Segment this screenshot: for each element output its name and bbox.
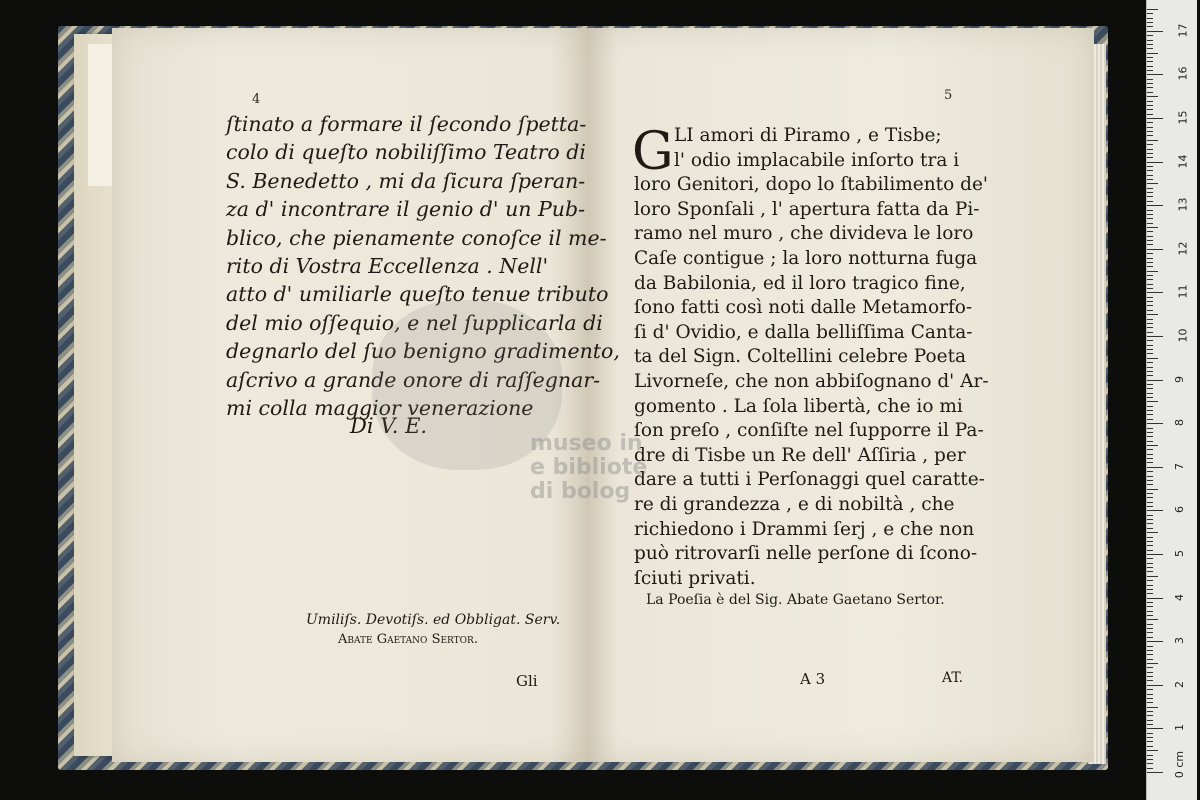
ruler-tick: [1147, 83, 1153, 84]
ruler-tick: [1147, 227, 1158, 228]
ruler-tick: [1147, 624, 1153, 625]
signature-line-2: Abate Gaetano Sertor.: [338, 632, 478, 647]
ruler-tick: [1147, 74, 1163, 75]
ruler-tick: [1147, 244, 1153, 245]
ruler-tick: [1147, 585, 1153, 586]
ruler-tick: [1147, 685, 1163, 686]
ruler-tick: [1147, 310, 1153, 311]
ruler-tick: [1147, 602, 1153, 603]
ruler-tick: [1147, 292, 1163, 293]
ruler-tick: [1147, 223, 1153, 224]
text-line: l' odio implacabile inſorto tra i: [674, 149, 960, 171]
ruler-tick: [1147, 676, 1153, 677]
ruler-tick: [1147, 458, 1153, 459]
ruler-tick: [1147, 380, 1163, 381]
ruler-tick: [1147, 733, 1153, 734]
text-line: dare a tutti i Perſonaggi quel caratte-: [634, 469, 985, 491]
ruler-tick: [1147, 628, 1153, 629]
ruler-tick: [1147, 449, 1153, 450]
ruler-tick: [1147, 763, 1153, 764]
ruler-tick: [1147, 471, 1153, 472]
ruler-tick: [1147, 537, 1153, 538]
ruler-number: 10: [1176, 328, 1190, 343]
ruler-tick: [1147, 637, 1153, 638]
ruler-tick: [1147, 528, 1153, 529]
ruler-tick: [1147, 288, 1153, 289]
ruler-tick: [1147, 619, 1158, 620]
ruler-tick: [1147, 31, 1163, 32]
ruler-tick: [1147, 92, 1153, 93]
text-line: loro Genitori, dopo lo ſtabilimento de': [634, 174, 988, 196]
ruler-tick: [1147, 371, 1153, 372]
ruler-tick: [1147, 162, 1163, 163]
text-line: ramo nel muro , che divideva le loro: [634, 223, 974, 245]
ruler-tick: [1147, 646, 1153, 647]
text-line: gomento . La ſola libertà, che io mi: [634, 395, 963, 417]
ruler-tick: [1147, 87, 1153, 88]
ruler-tick: [1147, 672, 1153, 673]
ruler-number: 5: [1173, 550, 1186, 557]
ruler-tick: [1147, 484, 1153, 485]
text-line: degnarlo del ſuo benigno gradimento,: [226, 339, 620, 364]
right-page-text: [634, 124, 989, 591]
watermark-line: di bolog: [530, 479, 631, 504]
ruler-number: 12: [1176, 241, 1190, 256]
ruler-tick: [1147, 654, 1153, 655]
ruler-tick: [1147, 554, 1163, 555]
ruler-tick: [1147, 258, 1153, 259]
text-line: ſtinato a formare il ſecondo ſpetta-: [226, 112, 587, 136]
ruler-tick: [1147, 493, 1153, 494]
ruler-tick: [1147, 57, 1153, 58]
flyleaf-strip: [88, 44, 114, 186]
right-page-number: 5: [944, 88, 953, 103]
ruler-tick: [1147, 175, 1153, 176]
ruler-tick: [1147, 558, 1153, 559]
ruler-tick: [1147, 319, 1153, 320]
ruler-tick: [1147, 127, 1153, 128]
ruler-tick: [1147, 750, 1158, 751]
ruler-tick: [1147, 35, 1153, 36]
ruler-tick: [1147, 144, 1153, 145]
ruler-tick: [1147, 79, 1153, 80]
ruler-tick: [1147, 419, 1153, 420]
left-page-number: 4: [252, 92, 261, 107]
ruler-tick: [1147, 615, 1153, 616]
ruler-tick: [1147, 397, 1153, 398]
ruler-tick: [1147, 192, 1153, 193]
text-line: atto d' umiliarle queſto tenue tributo: [226, 282, 609, 307]
ruler-tick: [1147, 13, 1153, 14]
ruler-tick: [1147, 188, 1153, 189]
text-line: blico, che pienamente conoſce il me-: [226, 225, 607, 250]
ruler-tick: [1147, 140, 1158, 141]
ruler-tick: [1147, 201, 1153, 202]
ruler-tick: [1147, 589, 1153, 590]
ruler-number: 3: [1173, 637, 1186, 645]
ruler-tick: [1147, 66, 1153, 67]
ruler-tick: [1147, 567, 1153, 568]
right-catchword: AT.: [942, 670, 964, 686]
ruler-number: 15: [1176, 110, 1190, 125]
ruler-tick: [1147, 410, 1153, 411]
ruler-tick: [1147, 340, 1153, 341]
ruler-tick: [1147, 327, 1153, 328]
ruler-tick: [1147, 332, 1153, 333]
ruler-tick: [1147, 480, 1153, 481]
ruler-tick: [1147, 70, 1153, 71]
ruler-tick: [1147, 48, 1153, 49]
text-line: Caſe contigue ; la loro notturna fuga: [634, 247, 978, 269]
poetry-credit: La Poeſia è del Sig. Abate Gaetano Sertor.: [646, 592, 945, 608]
ruler-tick: [1147, 345, 1153, 346]
ruler-tick: [1147, 462, 1153, 463]
ruler-tick: [1147, 122, 1153, 123]
ruler-tick: [1147, 759, 1153, 760]
text-line: S. Benedetto , mi da ſicura ſperan-: [226, 168, 586, 193]
ruler-tick: [1147, 724, 1153, 725]
ruler-tick: [1147, 414, 1153, 415]
text-line: ſciuti privati.: [634, 567, 756, 589]
ruler-tick: [1147, 196, 1153, 197]
text-line: Livorneſe, che non abbiſognano d' Ar-: [634, 370, 989, 392]
ruler-tick: [1147, 131, 1153, 132]
ruler-tick: [1147, 384, 1153, 385]
ruler-tick: [1147, 489, 1158, 490]
ruler-tick: [1147, 436, 1153, 437]
text-line: aſcrivo a grande onore di raſſegnar-: [226, 367, 601, 392]
ruler-tick: [1147, 423, 1163, 424]
ruler-tick: [1147, 26, 1153, 27]
ruler-tick: [1147, 532, 1158, 533]
ruler-tick: [1147, 523, 1153, 524]
ruler-tick: [1147, 9, 1158, 10]
ruler-tick: [1147, 367, 1153, 368]
ruler-tick: [1147, 755, 1153, 756]
ruler-tick: [1147, 353, 1153, 354]
ruler-tick: [1147, 715, 1153, 716]
ruler-tick: [1147, 275, 1153, 276]
text-line: ta del Sign. Coltellini celebre Poeta: [634, 346, 967, 368]
text-line: LI amori di Piramo , e Tisbe;: [674, 125, 942, 146]
ruler-tick: [1147, 772, 1163, 773]
ruler-tick: [1147, 149, 1153, 150]
ruler-number: 6: [1173, 506, 1186, 514]
ruler-tick: [1147, 358, 1158, 359]
text-line: re di grandezza , e di nobiltà , che: [634, 493, 955, 515]
ruler-tick: [1147, 702, 1153, 703]
ruler-tick: [1147, 297, 1153, 298]
ruler-tick: [1147, 506, 1153, 507]
ruler-tick: [1147, 271, 1158, 272]
text-line: del mio oſſequio, e nel ſupplicarla di: [226, 310, 603, 335]
ruler-tick: [1147, 22, 1153, 23]
ruler-tick: [1147, 550, 1153, 551]
ruler-number: 8: [1173, 419, 1186, 427]
ruler-tick: [1147, 593, 1153, 594]
text-line: za d' incontrare il genio d' un Pub-: [226, 197, 586, 222]
ruler-tick: [1147, 632, 1153, 633]
text-line: dre di Tisbe un Re dell' Aſſiria , per: [634, 444, 966, 466]
ruler-unit-label: 0 cm: [1173, 750, 1187, 779]
ruler-tick: [1147, 659, 1153, 660]
ruler-tick: [1147, 563, 1153, 564]
ruler-tick: [1147, 153, 1153, 154]
text-line: ſon preſo , conſiſte nel ſupporre il Pa-: [634, 420, 984, 442]
signature-line-1: Umiliſs. Devotiſs. ed Obbligat. Serv.: [306, 612, 561, 628]
ruler-tick: [1147, 231, 1153, 232]
ruler-tick: [1147, 114, 1153, 115]
ruler-tick: [1147, 284, 1153, 285]
ruler-tick: [1147, 667, 1153, 668]
ruler-tick: [1147, 18, 1153, 19]
ruler-tick: [1147, 170, 1153, 171]
ruler-tick: [1147, 741, 1153, 742]
signature-mark: A 3: [800, 670, 826, 688]
ruler-number: 16: [1176, 66, 1190, 81]
ruler-tick: [1147, 349, 1153, 350]
ruler-number: 9: [1173, 375, 1186, 383]
ruler-tick: [1147, 502, 1153, 503]
text-line: ſono fatti così noti dalle Metamorfo-: [634, 297, 973, 319]
ruler-tick: [1147, 305, 1153, 306]
ruler-tick: [1147, 183, 1158, 184]
drop-cap: G: [632, 122, 674, 182]
ruler-tick: [1147, 663, 1158, 664]
ruler-tick: [1147, 406, 1153, 407]
left-catchword: Gli: [516, 672, 538, 690]
ruler-tick: [1147, 454, 1153, 455]
ruler-number: 4: [1173, 593, 1186, 601]
ruler-tick: [1147, 362, 1153, 363]
ruler-tick: [1147, 467, 1163, 468]
ruler-tick: [1147, 166, 1153, 167]
text-line: mi colla maggior venerazione: [226, 395, 534, 420]
ruler-tick: [1147, 576, 1158, 577]
ruler-tick: [1147, 641, 1163, 642]
ruler-tick: [1147, 428, 1153, 429]
ruler-tick: [1147, 720, 1153, 721]
ruler-tick: [1147, 393, 1153, 394]
ruler-tick: [1147, 249, 1163, 250]
ruler-tick: [1147, 476, 1153, 477]
ruler-tick: [1147, 262, 1153, 263]
ruler-number: 13: [1176, 197, 1190, 212]
ruler-number: 7: [1173, 462, 1186, 470]
ruler-number: 17: [1176, 23, 1190, 38]
ruler-tick: [1147, 737, 1153, 738]
ruler-tick: [1147, 650, 1153, 651]
ruler-tick: [1147, 253, 1153, 254]
ruler-tick: [1147, 497, 1153, 498]
ruler-tick: [1147, 105, 1153, 106]
ruler-tick: [1147, 336, 1163, 337]
ruler-number: 14: [1176, 154, 1190, 169]
ruler-tick: [1147, 598, 1163, 599]
ruler-tick: [1147, 401, 1158, 402]
ruler-tick: [1147, 541, 1153, 542]
ruler-tick: [1147, 214, 1153, 215]
ruler-tick: [1147, 680, 1153, 681]
ruler-tick: [1147, 580, 1153, 581]
ruler-tick: [1147, 388, 1153, 389]
ruler-tick: [1147, 44, 1153, 45]
ruler-tick: [1147, 157, 1153, 158]
ruler-number: 11: [1176, 284, 1190, 299]
ruler-tick: [1147, 515, 1153, 516]
ruler-tick: [1147, 445, 1158, 446]
ruler-tick: [1147, 135, 1153, 136]
ruler-tick: [1147, 210, 1153, 211]
text-line: richiedono i Drammi ſerj , e che non: [634, 518, 975, 540]
ruler-tick: [1147, 61, 1153, 62]
ruler-tick: [1147, 606, 1153, 607]
text-line: può ritrovarſi nelle perſone di ſcono-: [634, 543, 978, 565]
ruler-tick: [1147, 707, 1158, 708]
ruler-tick: [1147, 711, 1153, 712]
ruler-tick: [1147, 545, 1153, 546]
ruler-tick: [1147, 218, 1153, 219]
ruler-tick: [1147, 205, 1163, 206]
salutation: Di V. E.: [350, 414, 428, 438]
ruler-tick: [1147, 266, 1153, 267]
ruler-tick: [1147, 179, 1153, 180]
watermark-line: museo in: [530, 431, 643, 456]
text-line: ſi d' Ovidio, e dalla belliſſima Canta-: [634, 321, 973, 343]
ruler-tick: [1147, 40, 1153, 41]
watermark-text: [530, 432, 647, 504]
ruler-tick: [1147, 375, 1153, 376]
ruler-tick: [1147, 314, 1158, 315]
ruler-tick: [1147, 301, 1153, 302]
ruler-tick: [1147, 96, 1158, 97]
text-line: loro Sponſali , l' apertura fatta da Pi-: [634, 198, 980, 220]
ruler-tick: [1147, 236, 1153, 237]
ruler-tick: [1147, 279, 1153, 280]
ruler-tick: [1147, 689, 1153, 690]
text-line: rito di Vostra Eccellenza . Nell': [226, 253, 549, 278]
ruler-tick: [1147, 323, 1153, 324]
ruler-tick: [1147, 432, 1153, 433]
watermark-line: e bibliote: [530, 455, 648, 480]
ruler-tick: [1147, 746, 1153, 747]
ruler-tick: [1147, 519, 1153, 520]
ruler-tick: [1147, 441, 1153, 442]
ruler-tick: [1147, 101, 1153, 102]
ruler-tick: [1147, 510, 1163, 511]
text-line: colo di queſto nobiliſſimo Teatro di: [226, 140, 586, 165]
ruler-tick: [1147, 118, 1163, 119]
ruler-tick: [1147, 698, 1153, 699]
ruler-tick: [1147, 728, 1163, 729]
ruler-tick: [1147, 571, 1153, 572]
ruler-tick: [1147, 768, 1153, 769]
ruler-tick: [1147, 694, 1153, 695]
text-line: da Babilonia, ed il loro tragico fine,: [634, 272, 966, 294]
ruler-tick: [1147, 53, 1158, 54]
ruler-number: 1: [1173, 724, 1186, 732]
ruler-number: 2: [1173, 680, 1186, 688]
ruler-tick: [1147, 611, 1153, 612]
ruler-tick: [1147, 240, 1153, 241]
ruler-tick: [1147, 109, 1153, 110]
